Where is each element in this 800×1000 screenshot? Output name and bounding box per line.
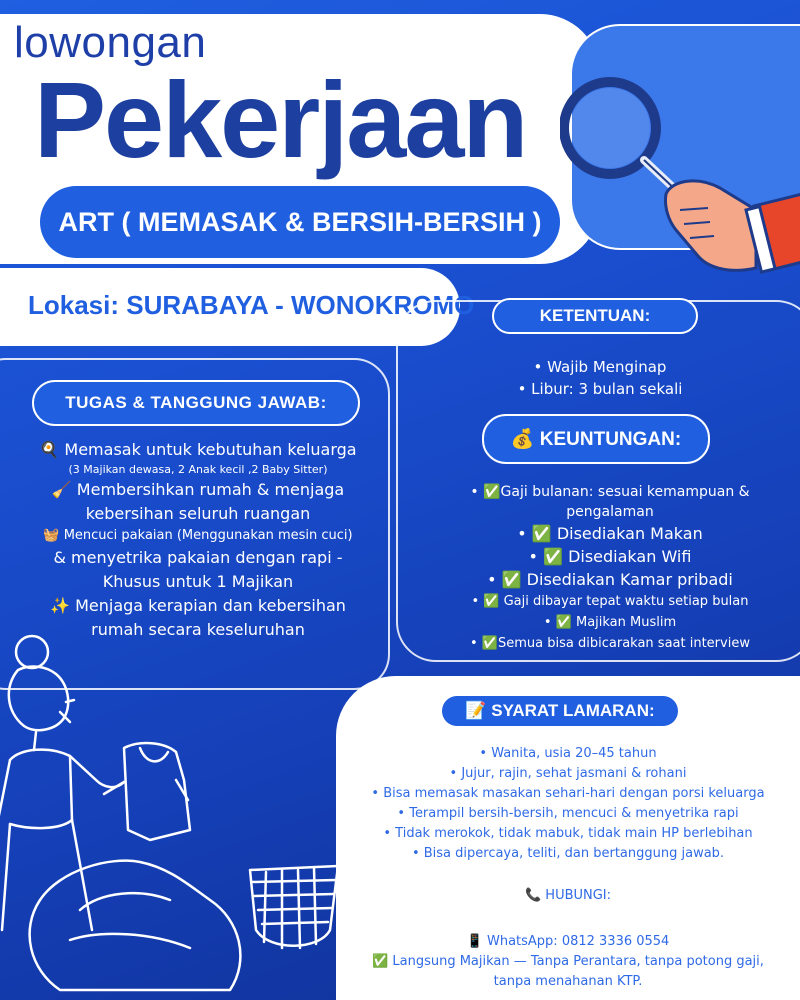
magnifying-glass-hand-illustration — [560, 60, 800, 280]
ketentuan-item: • Libur: 3 bulan sekali — [517, 380, 683, 398]
tugas-item: 🍳 Memasak untuk kebutuhan keluarga — [39, 440, 357, 459]
tugas-heading: TUGAS & TANGGUNG JAWAB: — [32, 380, 360, 426]
keuntungan-item: • ✅ Disediakan Kamar pribadi — [487, 570, 733, 589]
keuntungan-heading: 💰 KEUNTUNGAN: — [482, 414, 710, 464]
position-pill: ART ( MEMASAK & BERSIH-BERSIH ) — [40, 186, 560, 258]
ketentuan-heading: KETENTUAN: — [492, 298, 698, 334]
keuntungan-item: • ✅Gaji bulanan: sesuai kemampuan & — [470, 484, 750, 500]
woman-ironing-illustration — [0, 630, 340, 1000]
tugas-item: rumah secara keseluruhan — [91, 620, 305, 639]
contact-heading: 📞 HUBUNGI: — [524, 888, 612, 903]
keuntungan-item: • ✅Semua bisa dibicarakan saat interview — [470, 636, 750, 651]
small-title: lowongan — [14, 18, 207, 67]
big-title: Pekerjaan — [34, 59, 527, 180]
keuntungan-item: • ✅ Gaji dibayar tepat waktu setiap bulan — [471, 594, 749, 609]
syarat-heading: 📝 SYARAT LAMARAN: — [442, 696, 678, 726]
keuntungan-item: • ✅ Disediakan Makan — [517, 524, 703, 543]
tugas-list — [0, 438, 396, 642]
syarat-item: • Wanita, usia 20–45 tahun — [479, 746, 657, 761]
keuntungan-item: pengalaman — [566, 504, 654, 520]
direct-employer-note: tanpa menahanan KTP. — [493, 974, 643, 989]
tugas-item: & menyetrika pakaian dengan rapi - — [53, 548, 343, 567]
syarat-item: • Jujur, rajin, sehat jasmani & rohani — [449, 766, 687, 781]
keuntungan-item: • ✅ Majikan Muslim — [543, 615, 677, 630]
ketentuan-list — [400, 356, 800, 400]
direct-employer-note: ✅ Langsung Majikan — Tanpa Perantara, tanpa potong gaji, — [372, 954, 764, 969]
tugas-item: Khusus untuk 1 Majikan — [102, 572, 294, 591]
whatsapp-contact[interactable]: 📱 WhatsApp: 0812 3336 0554 — [466, 934, 670, 949]
syarat-item: • Tidak merokok, tidak mabuk, tidak main HP berlebihan — [383, 826, 753, 841]
keuntungan-item: • ✅ Disediakan Wifi — [528, 547, 692, 566]
tugas-item: 🧹 Membersihkan rumah & menjaga — [51, 480, 345, 499]
syarat-item: • Bisa dipercaya, teliti, dan bertanggung jawab. — [411, 846, 725, 861]
syarat-list — [340, 744, 796, 992]
keuntungan-list — [430, 482, 790, 654]
tugas-item: ✨ Menjaga kerapian dan kebersihan — [50, 596, 346, 615]
syarat-item: • Terampil bersih-bersih, mencuci & menyetrika rapi — [397, 806, 739, 821]
tugas-item: kebersihan seluruh ruangan — [85, 504, 311, 523]
location-text: Lokasi: SURABAYA - WONOKROMO — [28, 290, 475, 320]
ketentuan-item: • Wajib Menginap — [533, 358, 667, 376]
tugas-note: (3 Majikan dewasa, 2 Anak kecil ,2 Baby Sitter) — [68, 463, 328, 476]
tugas-item: 🧺 Mencuci pakaian (Menggunakan mesin cuci) — [43, 528, 353, 543]
syarat-item: • Bisa memasak masakan sehari-hari dengan porsi keluarga — [371, 786, 765, 801]
